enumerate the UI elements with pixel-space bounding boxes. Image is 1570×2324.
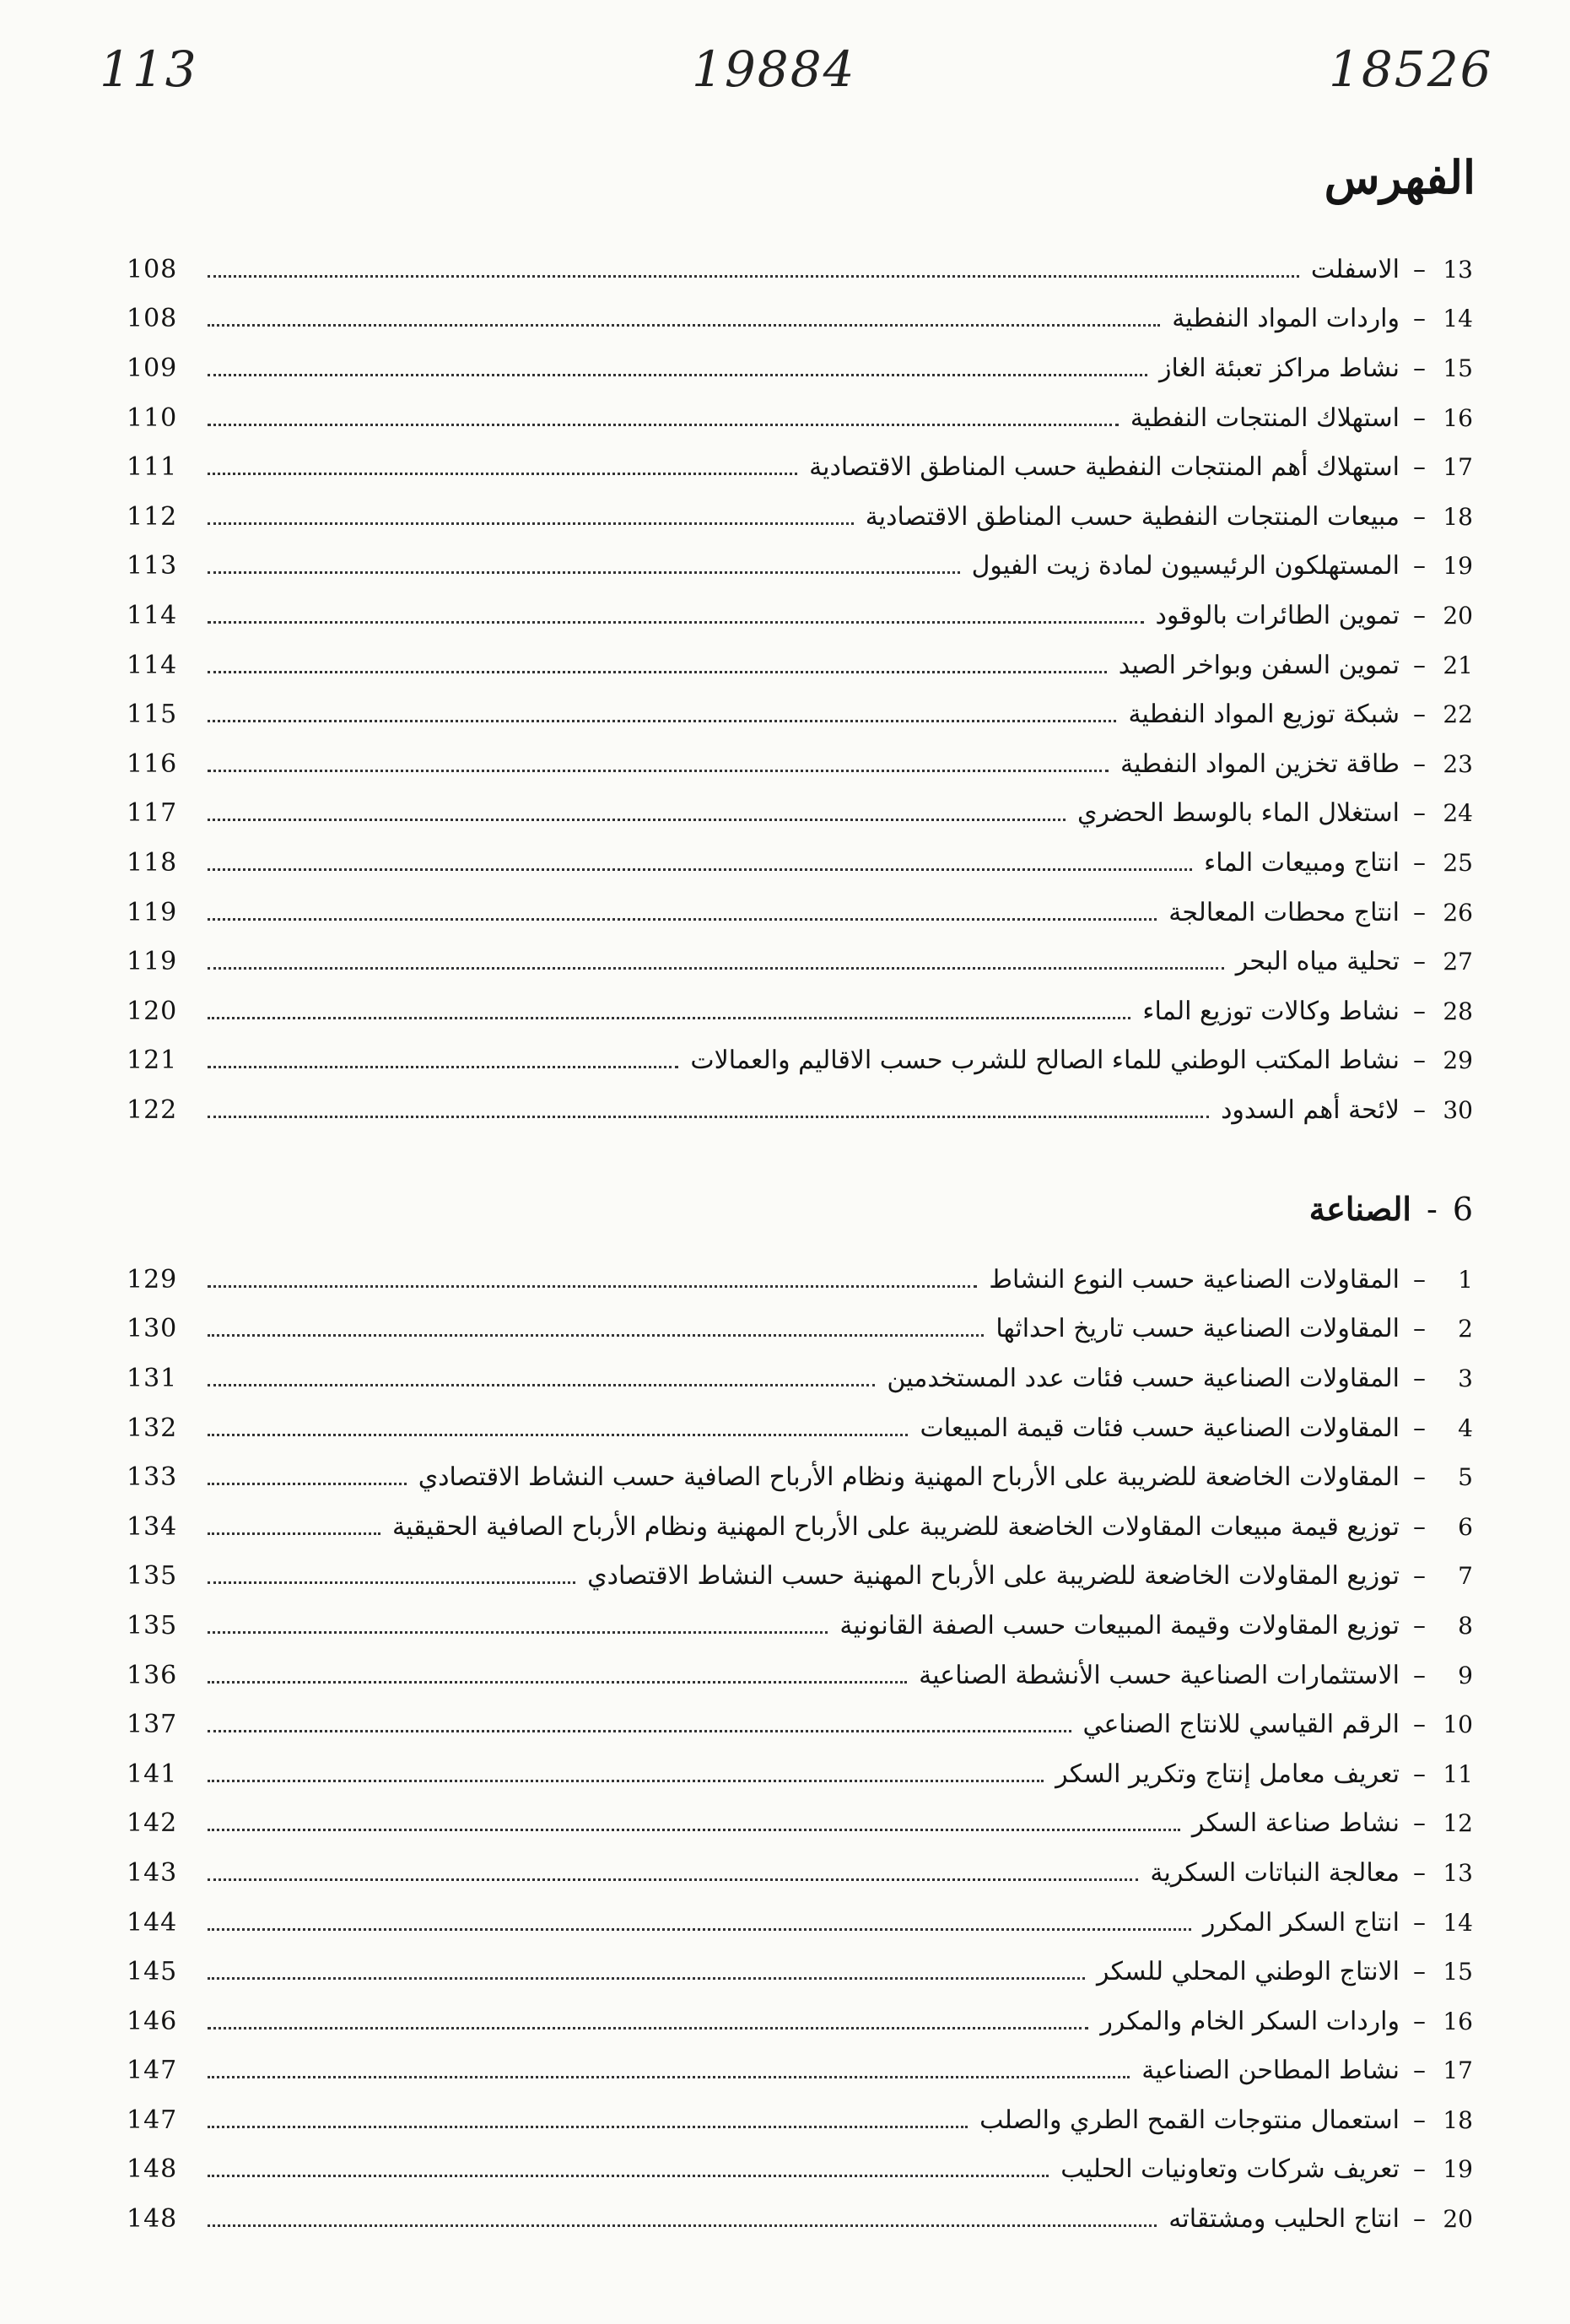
dot-leader [208, 374, 1147, 376]
entry-page-number: 146 [127, 2006, 178, 2036]
entry-number: 6 [1458, 1512, 1473, 1541]
toc-entry [127, 393, 1473, 443]
toc-entry [127, 245, 1473, 295]
entry-number: 19 [1443, 552, 1473, 581]
entry-number: 5 [1458, 1463, 1473, 1492]
entry-number: 23 [1443, 749, 1473, 778]
entry-number: 7 [1458, 1562, 1473, 1591]
entry-page-number: 133 [127, 1462, 178, 1493]
toc-entry [127, 1552, 1473, 1602]
toc-entry [127, 1799, 1473, 1849]
entry-page-number: 148 [127, 2154, 178, 2185]
entry-title: الانتاج الوطني المحلي للسكر [1097, 1957, 1400, 1987]
dot-leader [208, 1285, 977, 1288]
entry-title: مبيعات المنتجات النفطية حسب المناطق الاقتصادية [865, 501, 1400, 532]
entry-page-number: 108 [127, 254, 178, 284]
entry-page-number: 118 [127, 847, 178, 878]
toc-entry [127, 1036, 1473, 1086]
entry-page-number: 119 [127, 947, 178, 977]
entry-number: 14 [1443, 1908, 1473, 1937]
toc-entry [127, 1601, 1473, 1651]
entry-page-number: 145 [127, 1957, 178, 1987]
entry-dash: – [1413, 2105, 1426, 2135]
entry-number: 18 [1443, 2105, 1473, 2134]
entry-title: طاقة تخزين المواد النفطية [1120, 749, 1400, 779]
dot-leader [208, 571, 960, 574]
entry-number: 15 [1443, 1958, 1473, 1986]
entry-title: تعريف معامل إنتاج وتكرير السكر [1055, 1759, 1400, 1789]
entry-page-number: 122 [127, 1094, 178, 1125]
entry-number: 12 [1443, 1809, 1473, 1838]
entry-dash: – [1413, 2006, 1426, 2036]
entry-number: 20 [1443, 601, 1473, 630]
toc-list [127, 1255, 1473, 2244]
dot-leader [208, 1681, 907, 1684]
dot-leader [208, 2126, 968, 2128]
toc-entry [127, 1502, 1473, 1552]
entry-page-number: 147 [127, 2105, 178, 2135]
entry-dash: – [1413, 749, 1426, 779]
entry-number: 27 [1443, 948, 1473, 976]
entry-number: 15 [1443, 354, 1473, 382]
entry-page-number: 112 [127, 501, 178, 532]
entry-title: تعريف شركات وتعاونيات الحليب [1060, 2154, 1400, 2185]
entry-title: لائحة أهم السدود [1221, 1094, 1400, 1125]
entry-dash: – [1413, 1094, 1426, 1125]
entry-dash: – [1413, 1957, 1426, 1987]
entry-number: 4 [1458, 1413, 1473, 1442]
entry-title: نشاط صناعة السكر [1191, 1808, 1400, 1839]
entry-title: استهلاك أهم المنتجات النفطية حسب المناطق الاقتصادية [809, 452, 1400, 483]
entry-number: 21 [1443, 651, 1473, 679]
entry-number: 13 [1443, 255, 1473, 284]
toc-entry [127, 442, 1473, 492]
entry-dash: – [1413, 501, 1426, 532]
entry-number: 16 [1443, 403, 1473, 432]
entry-title: انتاج السكر المكرر [1202, 1907, 1400, 1938]
entry-number: 20 [1443, 2205, 1473, 2234]
entry-title: تحلية مياه البحر [1235, 947, 1400, 977]
entry-page-number: 116 [127, 749, 178, 779]
entry-dash: – [1413, 403, 1426, 433]
toc-entry [127, 2145, 1473, 2195]
entry-dash: – [1413, 897, 1426, 927]
entry-dash: – [1413, 1462, 1426, 1493]
entry-dash: – [1413, 1314, 1426, 1344]
entry-title: الرقم القياسي للانتاج الصناعي [1082, 1710, 1400, 1740]
toc-entry [127, 591, 1473, 640]
dot-leader [208, 1730, 1071, 1732]
entry-number: 28 [1443, 997, 1473, 1025]
entry-page-number: 115 [127, 700, 178, 730]
toc-entry [127, 295, 1473, 344]
entry-dash: – [1413, 1907, 1426, 1938]
dot-leader [208, 1829, 1180, 1831]
dot-leader [208, 473, 797, 475]
entry-title: الاسفلت [1310, 254, 1400, 284]
entry-dash: – [1413, 1710, 1426, 1740]
entry-number: 1 [1458, 1265, 1473, 1294]
dot-leader [208, 1631, 828, 1634]
entry-number: 18 [1443, 502, 1473, 531]
entry-title: توزيع المقاولات وقيمة المبيعات حسب الصفة القانونية [839, 1610, 1400, 1640]
entry-number: 26 [1443, 898, 1473, 927]
dot-leader [208, 1066, 678, 1068]
toc-entry [127, 937, 1473, 986]
toc-entry [127, 492, 1473, 542]
dot-leader [208, 720, 1116, 722]
dot-leader [208, 1977, 1085, 1980]
entry-dash: – [1413, 2204, 1426, 2235]
entry-dash: – [1413, 650, 1426, 680]
toc-entry [127, 1997, 1473, 2046]
dot-leader [208, 1928, 1191, 1931]
dot-leader [208, 770, 1109, 772]
toc-section-industry [127, 1186, 1473, 2244]
entry-dash: – [1413, 304, 1426, 334]
entry-title: واردات السكر الخام والمكرر [1100, 2006, 1400, 2036]
entry-number: 29 [1443, 1046, 1473, 1075]
entry-dash: – [1413, 1610, 1426, 1640]
entry-dash: – [1413, 1808, 1426, 1839]
entry-title: نشاط مراكز تعبئة الغاز [1159, 353, 1400, 383]
toc-entry [127, 1403, 1473, 1453]
entry-page-number: 110 [127, 403, 178, 433]
entry-title: المقاولات الصناعية حسب النوع النشاط [989, 1264, 1400, 1294]
entry-title: المقاولات الصناعية حسب فئات قيمة المبيعات [920, 1413, 1400, 1443]
entry-dash: – [1413, 947, 1426, 977]
dot-leader [208, 1878, 1138, 1881]
page-title: الفهرس [1324, 150, 1476, 204]
entry-number: 19 [1443, 2155, 1473, 2184]
entry-number: 17 [1443, 2056, 1473, 2085]
entry-page-number: 121 [127, 1046, 178, 1076]
dot-leader [208, 671, 1107, 673]
entry-title: المقاولات الخاضعة للضريبة على الأرباح المهنية ونظام الأرباح الصافية حسب النشاط الاقتصادي [418, 1462, 1400, 1493]
entry-page-number: 114 [127, 650, 178, 680]
entry-page-number: 120 [127, 996, 178, 1026]
entry-page-number: 129 [127, 1264, 178, 1294]
handwritten-note-center: 19884 [692, 41, 856, 98]
dot-leader [208, 1017, 1130, 1019]
entry-dash: – [1413, 1759, 1426, 1789]
entry-page-number: 109 [127, 353, 178, 383]
toc-section-energy-water [127, 245, 1473, 1135]
dot-leader [208, 868, 1192, 871]
entry-title: المستهلكون الرئيسيون لمادة زيت الفيول [971, 551, 1400, 581]
section-heading [127, 1186, 1473, 1233]
entry-number: 14 [1443, 305, 1473, 333]
entry-page-number: 148 [127, 2204, 178, 2235]
entry-page-number: 136 [127, 1660, 178, 1690]
entry-title: توزيع المقاولات الخاضعة للضريبة على الأرباح المهنية حسب النشاط الاقتصادي [587, 1561, 1400, 1592]
dot-leader [208, 918, 1157, 921]
entry-title: معالجة النباتات السكرية [1150, 1857, 1400, 1888]
entry-page-number: 135 [127, 1610, 178, 1640]
entry-dash: – [1413, 1264, 1426, 1294]
dot-leader [208, 1532, 380, 1535]
toc-entry [127, 1085, 1473, 1135]
entry-page-number: 141 [127, 1759, 178, 1789]
entry-number: 2 [1458, 1315, 1473, 1343]
entry-dash: – [1413, 1363, 1426, 1393]
toc-entry [127, 1651, 1473, 1700]
entry-dash: – [1413, 1413, 1426, 1443]
dot-leader [208, 819, 1066, 821]
entry-dash: – [1413, 2056, 1426, 2086]
toc-entry [127, 1898, 1473, 1948]
entry-title: انتاج ومبيعات الماء [1204, 847, 1400, 878]
toc-entry [127, 1255, 1473, 1305]
section-title: الصناعة [1308, 1190, 1411, 1228]
toc-entry [127, 2095, 1473, 2145]
entry-dash: – [1413, 1561, 1426, 1592]
entry-page-number: 114 [127, 600, 178, 630]
toc-entry [127, 888, 1473, 938]
entry-dash: – [1413, 452, 1426, 483]
entry-number: 22 [1443, 700, 1473, 729]
entry-title: استعمال منتوجات القمح الطري والصلب [979, 2105, 1400, 2135]
entry-title: واردات المواد النفطية [1172, 304, 1400, 334]
entry-title: توزيع قيمة مبيعات المقاولات الخاضعة للضريبة على الأرباح المهنية ونظام الأرباح الصافية الحقيقية [392, 1511, 1400, 1542]
entry-page-number: 144 [127, 1907, 178, 1938]
toc-entry [127, 1947, 1473, 1997]
toc-entry [127, 343, 1473, 393]
section-dash: - [1426, 1191, 1438, 1228]
entry-page-number: 111 [127, 452, 178, 483]
entry-page-number: 137 [127, 1710, 178, 1740]
entry-page-number: 130 [127, 1314, 178, 1344]
toc-entry [127, 1749, 1473, 1799]
toc-entry [127, 1354, 1473, 1403]
entry-title: انتاج محطات المعالجة [1168, 897, 1400, 927]
entry-page-number: 134 [127, 1511, 178, 1542]
entry-number: 9 [1458, 1661, 1473, 1689]
entry-dash: – [1413, 600, 1426, 630]
entry-title: المقاولات الصناعية حسب تاريخ احداثها [995, 1314, 1400, 1344]
dot-leader [208, 1483, 407, 1485]
entry-dash: – [1413, 1046, 1426, 1076]
entry-number: 17 [1443, 453, 1473, 482]
dot-leader [208, 1384, 875, 1386]
entry-dash: – [1413, 254, 1426, 284]
handwritten-note-right: 18526 [1329, 41, 1493, 98]
dot-leader [208, 1581, 575, 1584]
entry-page-number: 108 [127, 304, 178, 334]
toc-entry [127, 640, 1473, 690]
dot-leader [208, 2224, 1157, 2227]
entry-page-number: 131 [127, 1363, 178, 1393]
dot-leader [208, 424, 1119, 426]
entry-dash: – [1413, 1660, 1426, 1690]
entry-dash: – [1413, 1857, 1426, 1888]
entry-title: تموين السفن وبواخر الصيد [1118, 650, 1400, 680]
entry-number: 30 [1443, 1095, 1473, 1124]
entry-dash: – [1413, 700, 1426, 730]
toc-entry [127, 838, 1473, 888]
toc-entry [127, 1700, 1473, 1749]
toc-entry [127, 739, 1473, 789]
entry-number: 8 [1458, 1611, 1473, 1640]
entry-title: شبكة توزيع المواد النفطية [1128, 700, 1400, 730]
entry-page-number: 143 [127, 1857, 178, 1888]
entry-title: الاستثمارات الصناعية حسب الأنشطة الصناعية [919, 1660, 1400, 1690]
entry-title: نشاط وكالات توزيع الماء [1142, 996, 1400, 1026]
entry-page-number: 117 [127, 798, 178, 829]
entry-page-number: 132 [127, 1413, 178, 1443]
dot-leader [208, 967, 1224, 970]
toc-entry [127, 1452, 1473, 1502]
dot-leader [208, 275, 1299, 278]
entry-number: 11 [1443, 1759, 1473, 1788]
entry-title: المقاولات الصناعية حسب فئات عدد المستخدمين [887, 1363, 1400, 1393]
dot-leader [208, 1116, 1209, 1118]
entry-page-number: 113 [127, 551, 178, 581]
handwritten-note-left: 113 [100, 41, 198, 98]
entry-dash: – [1413, 353, 1426, 383]
entry-dash: – [1413, 2154, 1426, 2185]
dot-leader [208, 621, 1144, 624]
entry-title: انتاج الحليب ومشتقاته [1168, 2204, 1400, 2235]
entry-title: نشاط المكتب الوطني للماء الصالح للشرب حسب الاقاليم والعمالات [690, 1046, 1400, 1076]
entry-number: 25 [1443, 848, 1473, 877]
entry-page-number: 147 [127, 2056, 178, 2086]
toc-entry [127, 789, 1473, 839]
dot-leader [208, 324, 1160, 327]
toc-entry [127, 2046, 1473, 2096]
toc-entry [127, 2194, 1473, 2244]
entry-number: 10 [1443, 1711, 1473, 1739]
entry-dash: – [1413, 551, 1426, 581]
toc-entry [127, 1305, 1473, 1354]
entry-dash: – [1413, 996, 1426, 1026]
entry-page-number: 119 [127, 897, 178, 927]
dot-leader [208, 2027, 1088, 2029]
dot-leader [208, 1780, 1044, 1782]
entry-number: 24 [1443, 799, 1473, 828]
entry-number: 16 [1443, 2007, 1473, 2035]
toc-entry [127, 986, 1473, 1036]
toc-entry [127, 1848, 1473, 1898]
dot-leader [208, 2175, 1049, 2177]
toc-list [127, 245, 1473, 1135]
entry-title: تموين الطائرات بالوقود [1155, 600, 1400, 630]
entry-title: استهلاك المنتجات النفطية [1130, 403, 1400, 433]
section-number: 6 [1452, 1191, 1473, 1228]
entry-title: استغلال الماء بالوسط الحضري [1076, 798, 1400, 829]
toc-entry [127, 689, 1473, 739]
entry-dash: – [1413, 847, 1426, 878]
toc-entry [127, 542, 1473, 592]
entry-number: 3 [1458, 1364, 1473, 1392]
entry-number: 13 [1443, 1858, 1473, 1887]
entry-dash: – [1413, 798, 1426, 829]
entry-dash: – [1413, 1511, 1426, 1542]
entry-title: نشاط المطاحن الصناعية [1141, 2056, 1400, 2086]
dot-leader [208, 2076, 1130, 2078]
dot-leader [208, 1334, 984, 1337]
entry-page-number: 135 [127, 1561, 178, 1592]
entry-page-number: 142 [127, 1808, 178, 1839]
dot-leader [208, 522, 854, 525]
dot-leader [208, 1434, 908, 1436]
